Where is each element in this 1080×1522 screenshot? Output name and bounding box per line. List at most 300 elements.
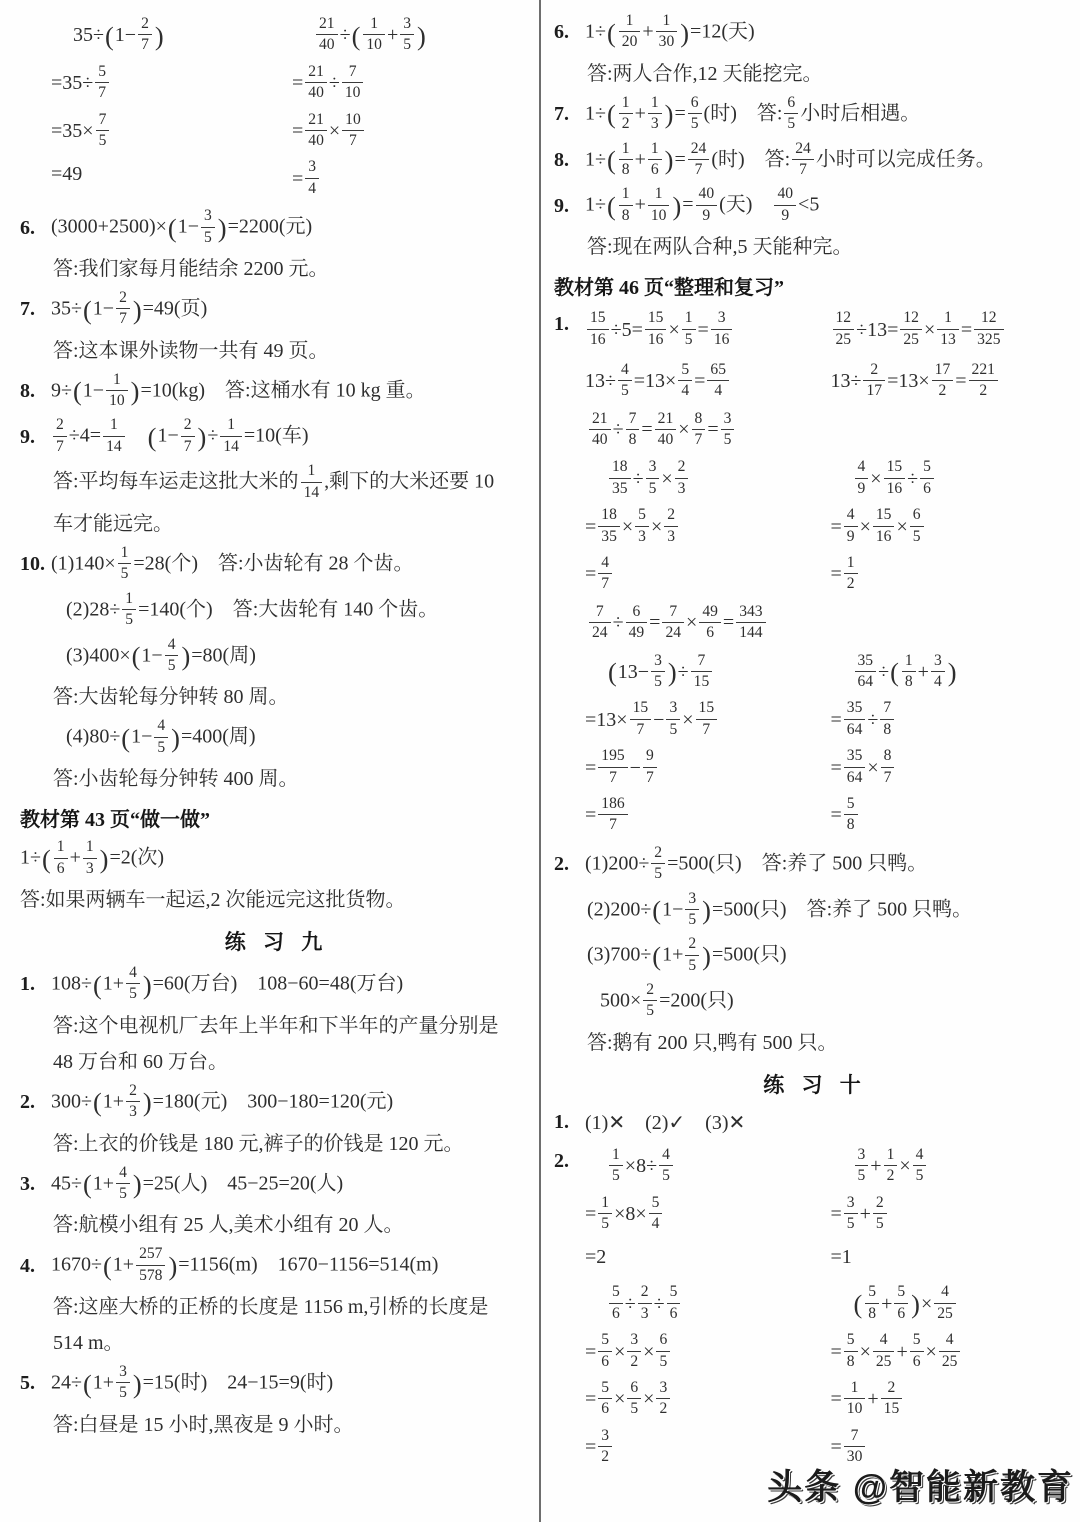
fraction (643, 747, 657, 787)
fraction (305, 111, 327, 151)
fraction-numerator: 186 (598, 795, 627, 815)
fraction-numerator: 195 (598, 747, 627, 767)
fraction-denominator: 2 (979, 382, 988, 400)
fraction-numerator: 2 (651, 844, 665, 864)
math-paren: ( (121, 723, 131, 754)
fraction-denominator: 6 (601, 1352, 610, 1370)
item-number (554, 649, 585, 656)
fraction (95, 63, 109, 103)
fraction (619, 94, 633, 134)
line-content: 48 万台和 60 万台。 (53, 1050, 228, 1073)
fraction (699, 603, 721, 643)
numbered-solution-line (20, 1361, 533, 1407)
math-paren: ( (102, 1250, 112, 1281)
numbered-solution-line (20, 369, 533, 415)
math-line: =2 (585, 1245, 607, 1268)
fraction (342, 63, 364, 103)
fraction-denominator: 30 (658, 33, 675, 51)
numbered-solution-line (20, 414, 533, 460)
fraction-denominator: 7 (601, 575, 610, 593)
fraction-denominator: 5 (723, 431, 732, 449)
numbered-solution-line (20, 1243, 533, 1289)
math-line: ( 13− $\frac{3}{5}$ ) ÷ $\frac{7}{15}$ (585, 649, 831, 697)
fraction (688, 140, 710, 180)
fraction (774, 185, 796, 225)
line-content: 答:小齿轮每分钟转 400 周。 (53, 768, 299, 791)
math-line: =13× $\frac{15}{7}$ − $\frac{3}{5}$ × $\frac{15}{7}$ (585, 696, 831, 744)
fraction-denominator: 64 (846, 720, 863, 738)
numbered-solution-line (20, 287, 533, 333)
fraction-denominator: 8 (868, 1304, 877, 1322)
fraction (305, 63, 327, 103)
fraction (721, 410, 735, 450)
math-paren: ( (652, 895, 662, 926)
fraction-denominator: 40 (308, 84, 324, 102)
derivation-pair (554, 356, 1076, 408)
fraction-numerator: 5 (95, 63, 109, 83)
fraction-numerator: 7 (691, 652, 713, 672)
fraction (103, 416, 125, 456)
fraction-denominator: 7 (609, 816, 617, 834)
fraction-numerator: 1 (648, 94, 662, 114)
math-line: = $\frac{195}{7}$ − $\frac{9}{7}$ (585, 744, 831, 792)
numbered-solution-line (554, 138, 1076, 184)
item-number: 2. (554, 1149, 569, 1172)
derivation-pair (554, 1141, 1076, 1279)
math-line: $\frac{12}{25}$ ÷13= $\frac{12}{25}$ × $\frac{1}{13}$ = $\frac{12}{325}$ (831, 306, 1077, 354)
fraction-numerator: 1 (103, 416, 125, 436)
math-line (20, 715, 533, 761)
fraction (844, 795, 858, 835)
line-content: (2)28÷ $\frac{1}{5}$ =140(个) 答:大齿轮有 140 个齿。 (66, 589, 439, 629)
line-content: 35÷(1− $\frac{2}{7}$ )=49(页) (51, 288, 208, 328)
fraction (598, 1331, 612, 1371)
fraction-numerator: 7 (662, 603, 684, 623)
fraction-denominator: 10 (846, 1400, 863, 1418)
fraction-numerator: 5 (598, 1331, 612, 1351)
line-content: 答:这本课外读物一共有 49 页。 (53, 339, 329, 362)
numbered-solution-line (20, 1162, 533, 1208)
fraction-numerator: 24 (688, 140, 710, 160)
answer-line (20, 1207, 533, 1243)
fraction (363, 15, 385, 55)
fraction-denominator: 5 (620, 382, 629, 400)
fraction-numerator: 3 (931, 652, 945, 672)
fraction (656, 1379, 670, 1419)
fraction (667, 1283, 681, 1323)
fraction-numerator: 15 (645, 309, 667, 329)
math-line (554, 601, 1076, 647)
answer-line (20, 882, 533, 918)
fraction-numerator: 15 (873, 506, 895, 526)
item-number: 5. (20, 1372, 35, 1395)
fraction-denominator: 14 (106, 437, 122, 455)
fraction-numerator: 3 (685, 890, 699, 910)
line-content: 答:白昼是 15 小时,黑夜是 9 小时。 (53, 1413, 354, 1436)
math-line: = $\frac{186}{7}$ (585, 792, 831, 840)
fraction-numerator: 4 (934, 1283, 956, 1303)
fraction-numerator: 49 (699, 603, 721, 623)
math-paren: ( (608, 657, 617, 688)
fraction-numerator: 1 (682, 309, 696, 329)
fraction (691, 652, 713, 692)
fraction-numerator: 21 (589, 410, 611, 430)
fraction-denominator: 2 (601, 1448, 610, 1466)
fraction (651, 652, 665, 692)
fraction-denominator: 17 (866, 382, 883, 400)
section-heading: 教材第 46 页“整理和复习” (554, 277, 784, 300)
line-content: 1÷( $\frac{1}{2}$ + $\frac{1}{3}$ )= $\frac{6}{5}$ (时) 答: $\frac{6}{5}$ 小时后相遇。 (585, 93, 921, 133)
fraction-numerator: 17 (932, 361, 954, 381)
fraction-denominator: 5 (846, 1215, 855, 1233)
fraction-numerator: 3 (305, 158, 319, 178)
numbered-solution-line (554, 92, 1076, 138)
math-paren: ( (82, 1368, 92, 1399)
fraction-denominator: 5 (129, 985, 137, 1003)
fraction (106, 371, 128, 411)
fraction-denominator: 2 (846, 575, 855, 593)
fraction-denominator: 6 (601, 1400, 610, 1418)
math-paren: ( (652, 940, 662, 971)
fraction (932, 361, 954, 401)
fraction-denominator: 7 (636, 720, 645, 738)
numbered-solution-line (20, 1080, 533, 1126)
fraction-numerator: 2 (638, 1283, 652, 1303)
fraction-numerator: 10 (342, 111, 364, 131)
fraction-denominator: 578 (139, 1266, 163, 1284)
fraction-denominator: 6 (612, 1304, 620, 1322)
math-line: = $\frac{3}{5}$ + $\frac{2}{5}$ (831, 1191, 1077, 1239)
fraction-numerator: 3 (598, 1427, 612, 1447)
math-line: $\frac{3}{5}$ + $\frac{1}{2}$ × $\frac{4}{5}$ (831, 1143, 1077, 1191)
fraction-numerator: 9 (643, 747, 657, 767)
fraction-denominator: 16 (886, 479, 903, 497)
fraction-denominator: 3 (638, 527, 646, 545)
fraction (873, 1331, 895, 1371)
fraction (589, 410, 611, 450)
fraction-denominator: 4 (651, 1215, 660, 1233)
math-line: $\frac{21}{40}$ ÷ ( $\frac{1}{10}$ + $\frac{3}{5}$ ) (292, 12, 533, 60)
math-paren: ( (853, 1289, 863, 1320)
fraction (969, 361, 998, 401)
fraction-numerator: 8 (692, 410, 706, 430)
fraction (844, 1379, 866, 1419)
derivation-column (51, 12, 292, 193)
fraction-denominator: 15 (883, 1400, 900, 1418)
fraction (655, 410, 677, 450)
fraction (122, 590, 136, 630)
fraction (692, 410, 706, 450)
fraction-denominator: 25 (937, 1304, 953, 1322)
line-content: 45÷(1+ $\frac{4}{5}$ )=25(人) 45−25=20(人) (51, 1163, 344, 1202)
math-line: = $\frac{5}{8}$ × $\frac{4}{25}$ + $\frac{5}{6}$ × $\frac{4}{25}$ (831, 1328, 1077, 1376)
line-content: 300÷(1+ $\frac{2}{3}$ )=180(元) 300−180=120(元) (51, 1081, 394, 1121)
fraction (154, 717, 168, 757)
fraction-denominator: 64 (857, 672, 874, 690)
line-content: $\frac{21}{40}$ ÷ $\frac{7}{8}$ = $\frac{21}{40}$ × $\frac{8}{7}$ = $\frac{3}{5}$ (587, 411, 736, 451)
fraction (126, 1082, 140, 1122)
item-number: 1. (20, 973, 35, 996)
math-line: 35÷ ( 1− $\frac{2}{7}$ ) (73, 15, 164, 54)
fraction-numerator: 4 (618, 361, 632, 381)
answer-line (20, 460, 533, 506)
item-number: 1. (554, 313, 569, 336)
fraction (626, 410, 640, 450)
math-paren: ) (702, 895, 711, 926)
math-line: $\frac{18}{35}$ ÷ $\frac{3}{5}$ × $\frac{2}{3}$ (585, 455, 831, 503)
fraction (688, 94, 702, 134)
fraction-numerator: 18 (598, 506, 620, 526)
fraction-numerator: 2 (685, 935, 699, 955)
math-paren: ( (92, 969, 102, 1000)
derivation-column (831, 306, 1077, 354)
fraction-denominator: 7 (702, 720, 711, 738)
line-content: 1÷( $\frac{1}{8}$ + $\frac{1}{6}$ )= $\frac{24}{7}$ (时) 答: $\frac{24}{7}$ 小时可以完成任务。 (585, 139, 996, 178)
fraction-denominator: 7 (883, 768, 892, 786)
fraction-denominator: 4 (714, 382, 723, 400)
fraction-numerator: 3 (711, 309, 733, 329)
fraction (844, 506, 858, 546)
fraction-numerator: 21 (305, 63, 327, 83)
fraction-numerator: 4 (873, 1331, 895, 1351)
fraction (598, 747, 627, 787)
math-line: $\frac{15}{16}$ ÷5= $\frac{15}{16}$ × $\frac{1}{5}$ = $\frac{3}{16}$ (585, 306, 831, 354)
fraction (649, 1194, 663, 1234)
item-number (554, 1280, 585, 1287)
math-line: 13÷ $\frac{4}{5}$ =13× $\frac{5}{4}$ = $\frac{65}{4}$ (585, 358, 831, 406)
fraction (974, 309, 1003, 349)
derivation-pair (20, 10, 533, 205)
fraction-numerator: 1 (656, 12, 678, 32)
fraction-denominator: 64 (846, 768, 863, 786)
fraction-denominator: 10 (650, 206, 667, 224)
math-line (20, 836, 533, 882)
line-content: 答:大齿轮每分钟转 80 周。 (53, 686, 289, 709)
fraction-numerator: 2 (126, 1082, 140, 1102)
fraction-numerator: 40 (774, 185, 796, 205)
derivation-column (585, 649, 831, 840)
fraction-numerator: 6 (656, 1331, 670, 1351)
math-paren: ) (99, 843, 109, 874)
fraction (656, 12, 678, 52)
fraction-numerator: 1 (609, 1146, 623, 1166)
math-line (20, 634, 533, 680)
fraction-numerator: 5 (920, 458, 934, 478)
fraction-denominator: 5 (912, 527, 921, 545)
fraction (116, 1363, 130, 1403)
fraction (116, 1164, 130, 1204)
fraction-numerator: 1 (118, 544, 132, 564)
fraction-denominator: 5 (688, 910, 697, 928)
fraction (598, 795, 627, 835)
fraction (844, 747, 866, 787)
fraction-denominator: 5 (601, 1215, 610, 1233)
math-paren: ) (667, 657, 677, 688)
fraction-denominator: 8 (883, 720, 892, 738)
fraction-numerator: 6 (626, 603, 648, 623)
line-content: (1)200÷ $\frac{2}{5}$ =500(只) 答:养了 500 只鸭。 (585, 843, 928, 883)
fraction-denominator: 5 (875, 1215, 884, 1233)
fraction-numerator: 3 (666, 699, 680, 719)
fraction-denominator: 5 (659, 1352, 668, 1370)
line-content: 1670÷(1+ $\frac{257}{578}$ )=1156(m) 1670−1156=514(m) (51, 1245, 439, 1284)
fraction (873, 1194, 887, 1234)
fraction-denominator: 7 (645, 768, 654, 786)
fraction-denominator: 5 (669, 720, 678, 738)
fraction (627, 1331, 641, 1371)
answer-line (20, 333, 533, 369)
fraction-denominator: 35 (601, 527, 617, 545)
fraction (662, 603, 684, 643)
fraction-denominator: 25 (941, 1352, 958, 1370)
derivation-column (292, 12, 533, 203)
fraction-denominator: 8 (628, 431, 637, 449)
fraction-denominator: 3 (85, 859, 94, 877)
fraction-denominator: 8 (621, 206, 630, 224)
fraction (931, 652, 945, 692)
fraction-numerator: 18 (609, 458, 631, 478)
math-paren: ) (142, 969, 152, 1000)
fraction (627, 1379, 641, 1419)
math-paren: ( (131, 641, 141, 672)
fraction-numerator: 3 (656, 1379, 670, 1399)
fraction-denominator: 9 (781, 206, 790, 224)
line-content: $\frac{2}{7}$ ÷4= $\frac{1}{14}$ (1− $\frac{2}{7}$ )÷ $\frac{1}{14}$ =10(车) (51, 417, 309, 457)
fraction-numerator: 7 (880, 699, 894, 719)
line-content: 108÷(1+ $\frac{4}{5}$ )=60(万台) 108−60=48(万台) (51, 963, 404, 1003)
fraction (844, 554, 858, 594)
fraction-numerator: 343 (736, 603, 765, 623)
fraction-numerator: 3 (651, 652, 665, 672)
line-content: 答:这个电视机厂去年上半年和下半年的产量分别是 (53, 1014, 499, 1037)
line-content: (4)80÷(1− $\frac{4}{5}$ )=400(周) (66, 717, 256, 756)
item-number (554, 455, 585, 462)
line-content: (3000+2500)×(1− $\frac{3}{5}$ )=2200(元) (51, 207, 313, 246)
fraction-denominator: 4 (308, 179, 317, 197)
fraction (618, 361, 632, 401)
fraction-denominator: 40 (592, 431, 608, 449)
fraction (301, 462, 323, 502)
math-paren: ( (41, 843, 51, 874)
fraction-denominator: 13 (940, 330, 956, 348)
fraction-numerator: 2 (53, 416, 67, 436)
line-content: 答:平均每车运走这批大米的 $\frac{1}{14}$ ,剩下的大米还要 10 (53, 462, 495, 501)
line-content: 答:现在两队合种,5 天能种完。 (587, 236, 853, 259)
fraction (844, 699, 866, 739)
fraction (646, 458, 660, 498)
fraction (855, 652, 877, 692)
line-content: 答:航模小组有 25 人,美术小组有 20 人。 (53, 1214, 404, 1237)
math-paren: ) (181, 641, 191, 672)
fraction-denominator: 7 (609, 768, 617, 786)
math-line: =1 (830, 1245, 852, 1268)
math-paren: ( (72, 376, 82, 407)
line-content: (3)400×(1− $\frac{4}{5}$ )=80(周) (66, 635, 256, 674)
fraction-numerator: 1 (619, 94, 633, 114)
fraction (937, 309, 959, 349)
math-line: =35× $\frac{7}{5}$ (51, 108, 292, 156)
line-content: 24÷(1+ $\frac{3}{5}$ )=15(时) 24−15=9(时) (51, 1363, 334, 1402)
math-paren: ) (132, 1169, 142, 1200)
fraction-denominator: 5 (157, 738, 166, 756)
math-line: $\frac{35}{64}$ ÷ ( $\frac{1}{8}$ + $\frac{3}{4}$ ) (831, 649, 1077, 697)
line-content: (1)✕ (2)✓ (3)✕ (585, 1111, 746, 1134)
fraction (316, 15, 338, 55)
math-paren: ) (947, 657, 957, 688)
fraction (54, 838, 68, 878)
fraction-numerator: 2 (873, 1194, 887, 1214)
fraction-denominator: 7 (349, 131, 357, 149)
section-heading: 教材第 43 页“做一做” (20, 809, 210, 832)
fraction-denominator: 8 (846, 1352, 855, 1370)
math-paren: ( (606, 17, 616, 48)
math-paren: ( (351, 20, 361, 51)
fraction (685, 890, 699, 930)
fraction-numerator: 5 (894, 1283, 908, 1303)
left-column (0, 0, 539, 1522)
fraction (53, 416, 67, 456)
math-line: = $\frac{5}{8}$ (831, 792, 1077, 840)
derivation-column (831, 455, 1077, 598)
fraction-denominator: 5 (857, 1167, 866, 1185)
fraction-denominator: 6 (912, 1352, 921, 1370)
fraction (638, 1283, 652, 1323)
fraction-numerator: 2 (863, 361, 885, 381)
fraction (736, 603, 765, 643)
fraction (675, 458, 689, 498)
fraction-numerator: 65 (707, 361, 729, 381)
fraction-numerator: 12 (900, 309, 922, 329)
fraction-denominator: 3 (677, 479, 686, 497)
line-content: (1)140× $\frac{1}{5}$ =28(个) 答:小齿轮有 28 个齿。 (51, 544, 414, 583)
fraction-denominator: 8 (846, 816, 855, 834)
fraction-numerator: 1 (598, 1194, 612, 1214)
fraction-numerator: 5 (649, 1194, 663, 1214)
numbered-solution-line (554, 1105, 1076, 1141)
fraction-numerator: 4 (913, 1146, 927, 1166)
fraction-denominator: 40 (308, 131, 324, 149)
fraction-numerator: 4 (659, 1146, 673, 1166)
fraction-denominator: 30 (846, 1448, 863, 1466)
fraction-denominator: 6 (706, 624, 715, 642)
fraction-numerator: 15 (884, 458, 906, 478)
derivation-column (585, 1143, 831, 1277)
math-paren: ( (82, 294, 92, 325)
fraction-numerator: 5 (910, 1331, 924, 1351)
fraction-numerator: 3 (855, 1146, 869, 1166)
math-line (554, 888, 1076, 934)
fraction (126, 964, 140, 1004)
fraction-denominator: 16 (647, 330, 664, 348)
math-line (554, 933, 1076, 979)
fraction (651, 844, 665, 884)
fraction-numerator: 5 (635, 506, 649, 526)
line-content: (2)200÷(1− $\frac{3}{5}$ )=500(只) 答:养了 500 只鸭。 (587, 889, 973, 928)
fraction (902, 652, 916, 692)
math-line (20, 588, 533, 634)
fraction-denominator: 8 (621, 160, 630, 178)
fraction-denominator: 3 (667, 527, 676, 545)
fraction-numerator: 5 (667, 1283, 681, 1303)
fraction (707, 361, 729, 401)
fraction-numerator: 15 (696, 699, 718, 719)
fraction (696, 699, 718, 739)
fraction-denominator: 6 (897, 1304, 906, 1322)
fraction-denominator: 2 (621, 115, 630, 133)
fraction-numerator: 35 (844, 747, 866, 767)
fraction-numerator: 1 (363, 15, 385, 35)
fraction (678, 361, 692, 401)
